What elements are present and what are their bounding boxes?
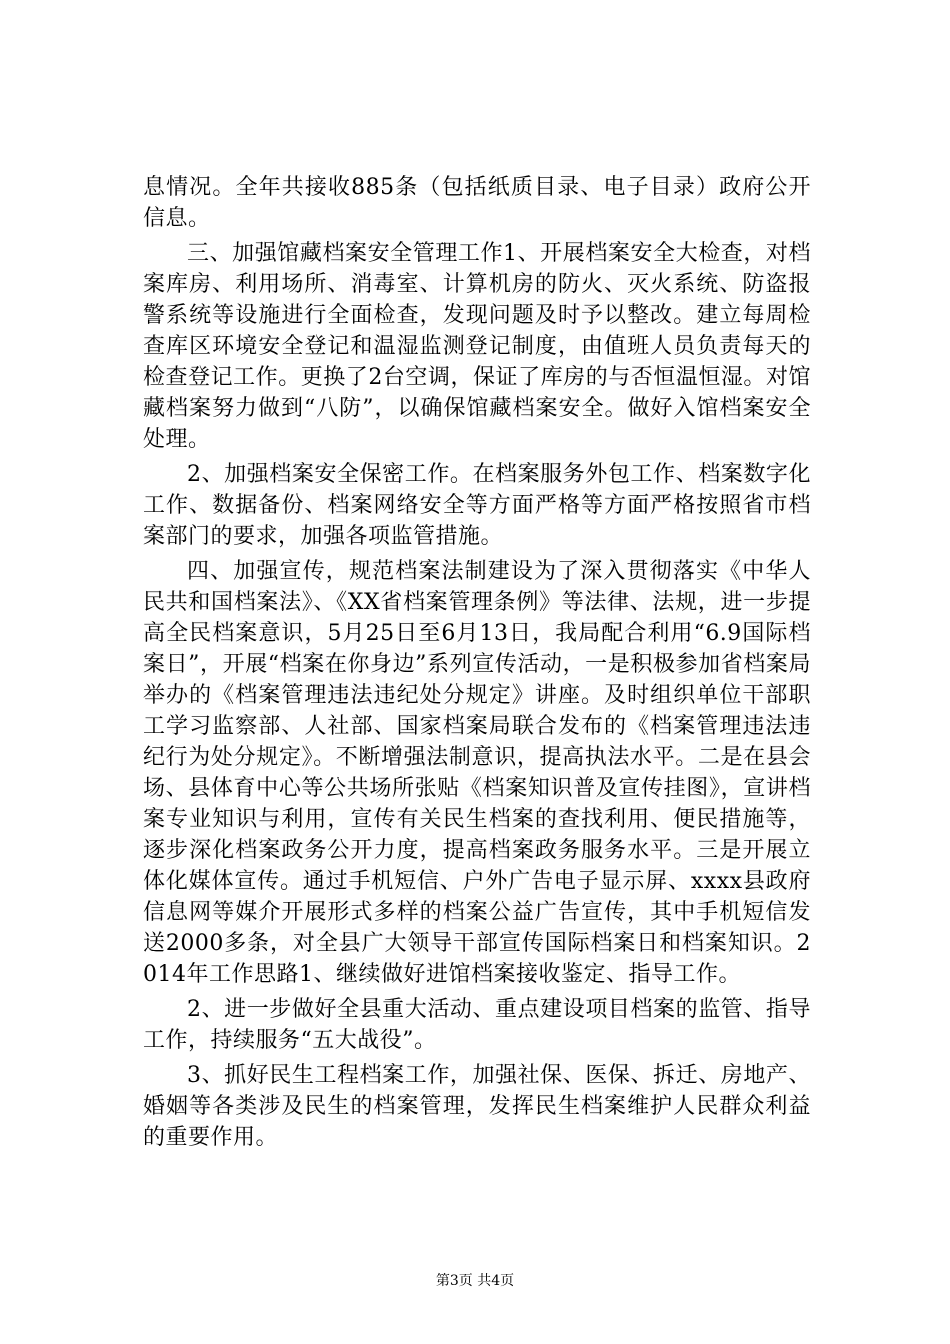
page-footer: 第3页 共4页 (435, 1273, 515, 1289)
paragraph-3: 2、加强档案安全保密工作。在档案服务外包工作、档案数字化工作、数据备份、档案网络安全等方面严格等方面严格按照省市档案部门的要求，加强各项监管措施。 (143, 462, 811, 549)
paragraph-4: 四、加强宣传，规范档案法制建设为了深入贯彻落实《中华人民共和国档案法》、《XX省档案管理条例》等法律、法规，进一步提高全民档案意识，5月25日至6月13日，我局配合利用“6.9国际档案日”，开展“档案在你身边”系列宣传活动，一是积极参加省档案局举办的《档案管理违法违纪处分规定》讲座。及时组织单位干部职工学习监察部、人社部、国家档案局联合发布的《档案管理违法违纪行为处分规定》。不断增强法制意识，提高执法水平。二是在县会场、县体育中心等公共场所张贴《档案知识普及宣传挂图》，宣讲档案专业知识与利用，宣传有关民生档案的查找利用、便民措施等，逐步深化档案政务公开力度，提高档案政务服务水平。三是开展立体化媒体宣传。通过手机短信、户外广告电子显示屏、xxxx县政府信息网等媒介开展形式多样的档案公益广告宣传，其中手机短信发送2000多条，对全县广大领导干部宣传国际档案日和档案知识。2014年工作思路1、继续做好进馆档案接收鉴定、指导工作。 (143, 559, 811, 987)
paragraph-6: 3、抓好民生工程档案工作，加强社保、医保、拆迁、房地产、婚姻等各类涉及民生的档案管理，发挥民生档案维护人民群众利益的重要作用。 (143, 1063, 811, 1150)
paragraph-2: 三、加强馆藏档案安全管理工作1、开展档案安全大检查，对档案库房、利用场所、消毒室、计算机房的防火、灭火系统、防盗报警系统等设施进行全面检查，发现问题及时予以整改。建立每周检查库区环境安全登记和温湿监测登记制度，由值班人员负责每天的检查登记工作。更换了2台空调，保证了库房的与否恒温恒湿。对馆藏档案努力做到“八防”，以确保馆藏档案安全。做好入馆档案安全处理。 (143, 241, 811, 452)
paragraph-5: 2、进一步做好全县重大活动、重点建设项目档案的监管、指导工作，持续服务“五大战役”。 (143, 997, 811, 1053)
paragraph-1: 息情况。全年共接收885条（包括纸质目录、电子目录）政府公开信息。 (143, 175, 811, 231)
document-body (143, 172, 811, 1157)
